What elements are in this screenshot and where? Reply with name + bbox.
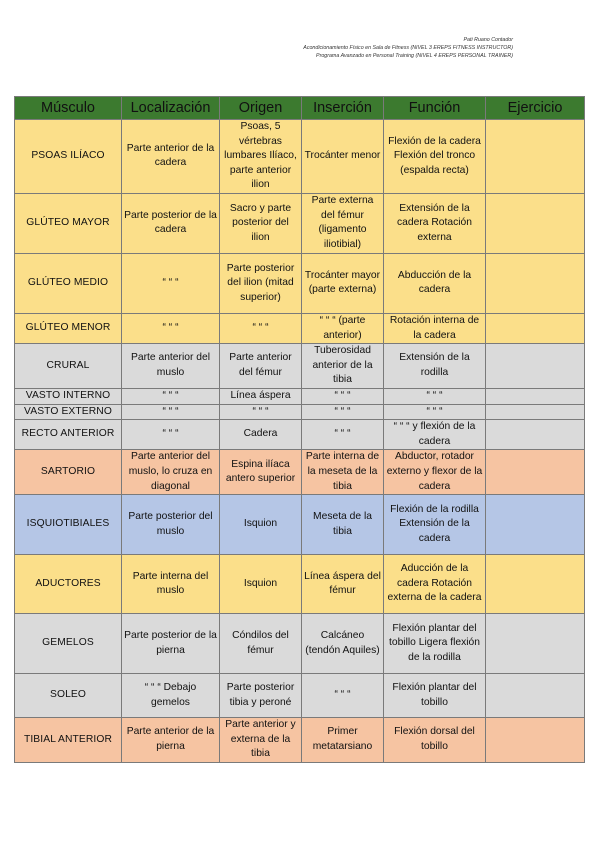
muscle-name-cell: SARTORIO	[15, 450, 122, 495]
function-cell: “ “ “	[384, 388, 486, 404]
function-cell: Flexión de la rodilla Extensión de la cadera	[384, 495, 486, 555]
exercise-cell	[486, 674, 585, 718]
location-cell: Parte posterior de la cadera	[122, 193, 220, 253]
function-cell: “ “ “ y flexión de la cadera	[384, 420, 486, 450]
muscle-name-cell: ADUCTORES	[15, 555, 122, 614]
location-cell: Parte anterior de la cadera	[122, 120, 220, 194]
location-cell: “ “ “	[122, 313, 220, 343]
location-cell: Parte anterior del muslo, lo cruza en diagonal	[122, 450, 220, 495]
location-cell: Parte posterior del muslo	[122, 495, 220, 555]
function-cell: “ “ “	[384, 404, 486, 420]
origin-cell: “ “ “	[220, 404, 302, 420]
function-cell: Flexión dorsal del tobillo	[384, 718, 486, 763]
exercise-cell	[486, 344, 585, 389]
column-header-origen: Origen	[220, 97, 302, 120]
insertion-cell: Parte externa del fémur (ligamento iliotibial)	[302, 193, 384, 253]
muscle-name-cell: VASTO INTERNO	[15, 388, 122, 404]
muscle-name-cell: ISQUIOTIBIALES	[15, 495, 122, 555]
insertion-cell: “ “ “ (parte anterior)	[302, 313, 384, 343]
function-cell: Abductor, rotador externo y flexor de la cadera	[384, 450, 486, 495]
muscle-name-cell: GLÚTEO MEDIO	[15, 253, 122, 313]
table-row	[15, 450, 585, 495]
origin-cell: Isquion	[220, 495, 302, 555]
column-header-funcion: Función	[384, 97, 486, 120]
table-row	[15, 718, 585, 763]
exercise-cell	[486, 495, 585, 555]
function-cell: Extensión de la cadera Rotación externa	[384, 193, 486, 253]
insertion-cell: Meseta de la tibia	[302, 495, 384, 555]
column-header-musculo: Músculo	[15, 97, 122, 120]
location-cell: “ “ “	[122, 420, 220, 450]
table-row	[15, 614, 585, 674]
column-header-localizacion: Localización	[122, 97, 220, 120]
insertion-cell: “ “ “	[302, 674, 384, 718]
muscle-name-cell: PSOAS ILÍACO	[15, 120, 122, 194]
author-line: Pati Ruano Contador	[463, 37, 513, 43]
function-cell: Abducción de la cadera	[384, 253, 486, 313]
muscle-name-cell: SOLEO	[15, 674, 122, 718]
table-body	[15, 120, 585, 763]
exercise-cell	[486, 193, 585, 253]
origin-cell: Parte posterior tibia y peroné	[220, 674, 302, 718]
table-row	[15, 313, 585, 343]
location-cell: “ “ “	[122, 388, 220, 404]
location-cell: “ “ “	[122, 253, 220, 313]
insertion-cell: “ “ “	[302, 404, 384, 420]
muscle-name-cell: RECTO ANTERIOR	[15, 420, 122, 450]
exercise-cell	[486, 614, 585, 674]
insertion-cell: Calcáneo (tendón Aquiles)	[302, 614, 384, 674]
origin-cell: Línea áspera	[220, 388, 302, 404]
function-cell: Flexión plantar del tobillo Ligera flexión de la rodilla	[384, 614, 486, 674]
insertion-cell: Trocánter mayor (parte externa)	[302, 253, 384, 313]
table-row	[15, 555, 585, 614]
function-cell: Aducción de la cadera Rotación externa de la cadera	[384, 555, 486, 614]
origin-cell: Parte posterior del ilion (mitad superior)	[220, 253, 302, 313]
column-header-ejercicio: Ejercicio	[486, 97, 585, 120]
table-row	[15, 253, 585, 313]
exercise-cell	[486, 253, 585, 313]
insertion-cell: Trocánter menor	[302, 120, 384, 194]
origin-cell: Espina ilíaca antero superior	[220, 450, 302, 495]
insertion-cell: “ “ “	[302, 420, 384, 450]
origin-cell: Psoas, 5 vértebras lumbares Ilíaco, parte anterior ilion	[220, 120, 302, 194]
origin-cell: Cadera	[220, 420, 302, 450]
function-cell: Rotación interna de la cadera	[384, 313, 486, 343]
location-cell: “ “ “	[122, 404, 220, 420]
table-row	[15, 495, 585, 555]
function-cell: Extensión de la rodilla	[384, 344, 486, 389]
document-header	[303, 36, 513, 60]
location-cell: Parte interna del muslo	[122, 555, 220, 614]
insertion-cell: Primer metatarsiano	[302, 718, 384, 763]
table-row	[15, 388, 585, 404]
exercise-cell	[486, 555, 585, 614]
table-row	[15, 420, 585, 450]
course-line-2: Programa Avanzado en Personal Training (NIVEL 4 EREPS PERSONAL TRAINER)	[316, 53, 513, 59]
muscle-name-cell: GLÚTEO MAYOR	[15, 193, 122, 253]
origin-cell: Cóndilos del fémur	[220, 614, 302, 674]
exercise-cell	[486, 420, 585, 450]
origin-cell: Parte anterior y externa de la tibia	[220, 718, 302, 763]
course-line-1: Acondicionamiento Físico en Sala de Fitness (NIVEL 3 EREPS FITNESS INSTRUCTOR)	[303, 45, 513, 51]
origin-cell: “ “ “	[220, 313, 302, 343]
exercise-cell	[486, 120, 585, 194]
muscle-name-cell: GLÚTEO MENOR	[15, 313, 122, 343]
insertion-cell: Tuberosidad anterior de la tibia	[302, 344, 384, 389]
insertion-cell: Parte interna de la meseta de la tibia	[302, 450, 384, 495]
exercise-cell	[486, 450, 585, 495]
exercise-cell	[486, 388, 585, 404]
muscle-name-cell: VASTO EXTERNO	[15, 404, 122, 420]
origin-cell: Sacro y parte posterior del ilion	[220, 193, 302, 253]
table-row	[15, 404, 585, 420]
location-cell: Parte posterior de la pierna	[122, 614, 220, 674]
table-header-row	[15, 97, 585, 120]
exercise-cell	[486, 718, 585, 763]
location-cell: Parte anterior de la pierna	[122, 718, 220, 763]
muscle-name-cell: CRURAL	[15, 344, 122, 389]
table-row	[15, 193, 585, 253]
insertion-cell: “ “ “	[302, 388, 384, 404]
exercise-cell	[486, 404, 585, 420]
table-row	[15, 344, 585, 389]
table-row	[15, 674, 585, 718]
function-cell: Flexión de la cadera Flexión del tronco (espalda recta)	[384, 120, 486, 194]
insertion-cell: Línea áspera del fémur	[302, 555, 384, 614]
function-cell: Flexión plantar del tobillo	[384, 674, 486, 718]
exercise-cell	[486, 313, 585, 343]
muscles-table	[14, 96, 585, 763]
column-header-insercion: Inserción	[302, 97, 384, 120]
location-cell: Parte anterior del muslo	[122, 344, 220, 389]
origin-cell: Parte anterior del fémur	[220, 344, 302, 389]
location-cell: “ “ “ Debajo gemelos	[122, 674, 220, 718]
muscle-name-cell: GEMELOS	[15, 614, 122, 674]
muscle-name-cell: TIBIAL ANTERIOR	[15, 718, 122, 763]
origin-cell: Isquion	[220, 555, 302, 614]
table-row	[15, 120, 585, 194]
